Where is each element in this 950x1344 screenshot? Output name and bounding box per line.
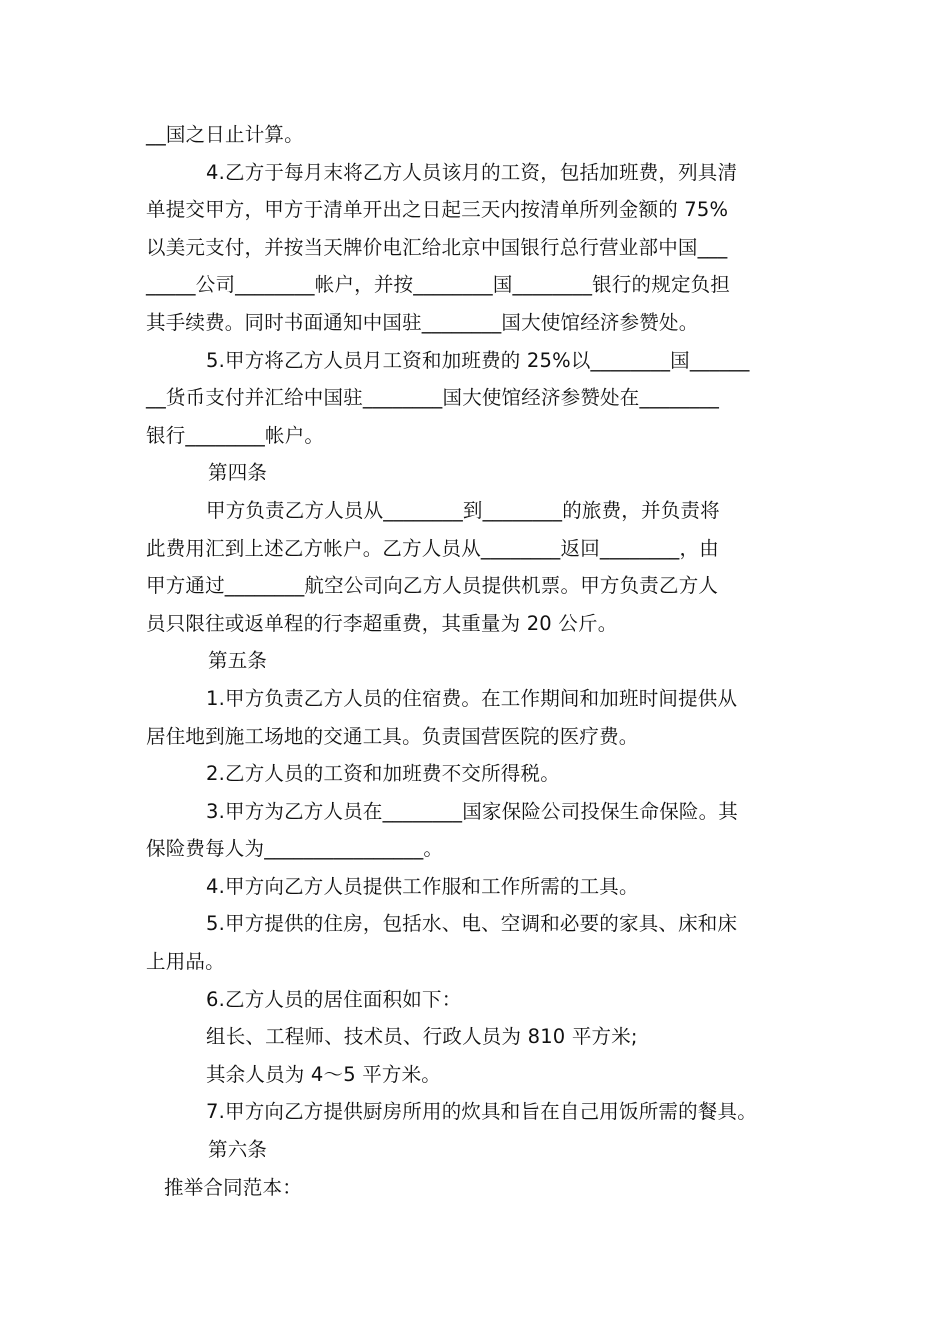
text-line: __货币支付并汇给中国驻________国大使馆经济参赞处在________ — [146, 386, 720, 410]
text-line: 其手续费。同时书面通知中国驻________国大使馆经济参赞处。 — [146, 310, 699, 334]
text-line: 员只限往或返单程的行李超重费，其重量为 20 公斤。 — [146, 611, 618, 635]
text-line: 甲方通过________航空公司向乙方人员提供机票。甲方负责乙方人 — [146, 574, 719, 598]
text-line: __国之日止计算。 — [146, 123, 304, 146]
article-heading: 第四条 — [208, 461, 268, 485]
document-body — [146, 116, 808, 1206]
article-heading: 第六条 — [208, 1138, 268, 1162]
paragraph-line: 其余人员为 4～5 平方米。 — [206, 1062, 442, 1086]
article-heading: 第五条 — [208, 649, 268, 673]
text-line: 单提交甲方，甲方于清单开出之日起三天内按清单所列金额的 75% — [146, 198, 729, 222]
text-line: 此费用汇到上述乙方帐户。乙方人员从________返回________，由 — [146, 536, 719, 560]
section-label: 推举合同范本： — [164, 1175, 302, 1199]
paragraph-line: 5.甲方提供的住房，包括水、电、空调和必要的家具、床和床 — [206, 912, 738, 936]
paragraph-line: 7.甲方向乙方提供厨房所用的炊具和旨在自己用饭所需的餐具。 — [206, 1100, 757, 1124]
text-line: _____公司________帐户，并按________国________银行的规定负担 — [146, 273, 731, 297]
paragraph-line: 3.甲方为乙方人员在________国家保险公司投保生命保险。其 — [206, 799, 739, 823]
text-line: 保险费每人为________________。 — [146, 837, 444, 861]
paragraph-line: 1.甲方负责乙方人员的住宿费。在工作期间和加班时间提供从 — [206, 686, 738, 710]
paragraph-line: 组长、工程师、技术员、行政人员为 810 平方米; — [206, 1025, 638, 1049]
text-line: 以美元支付，并按当天牌价电汇给北京中国银行总行营业部中国___ — [146, 235, 728, 259]
paragraph-line: 5.甲方将乙方人员月工资和加班费的 25%以________国______ — [206, 348, 750, 372]
paragraph-line: 4.甲方向乙方人员提供工作服和工作所需的工具。 — [206, 874, 639, 898]
paragraph-line: 甲方负责乙方人员从________到________的旅费，并负责将 — [206, 498, 720, 522]
paragraph-line: 6.乙方人员的居住面积如下： — [206, 987, 462, 1011]
paragraph-line: 2.乙方人员的工资和加班费不交所得税。 — [206, 762, 560, 786]
paragraph-line: 4.乙方于每月末将乙方人员该月的工资，包括加班费，列具清 — [206, 160, 738, 184]
text-line: 居住地到施工场地的交通工具。负责国营医院的医疗费。 — [146, 724, 639, 748]
text-line: 上用品。 — [146, 950, 225, 974]
text-line: 银行________帐户。 — [146, 423, 325, 447]
